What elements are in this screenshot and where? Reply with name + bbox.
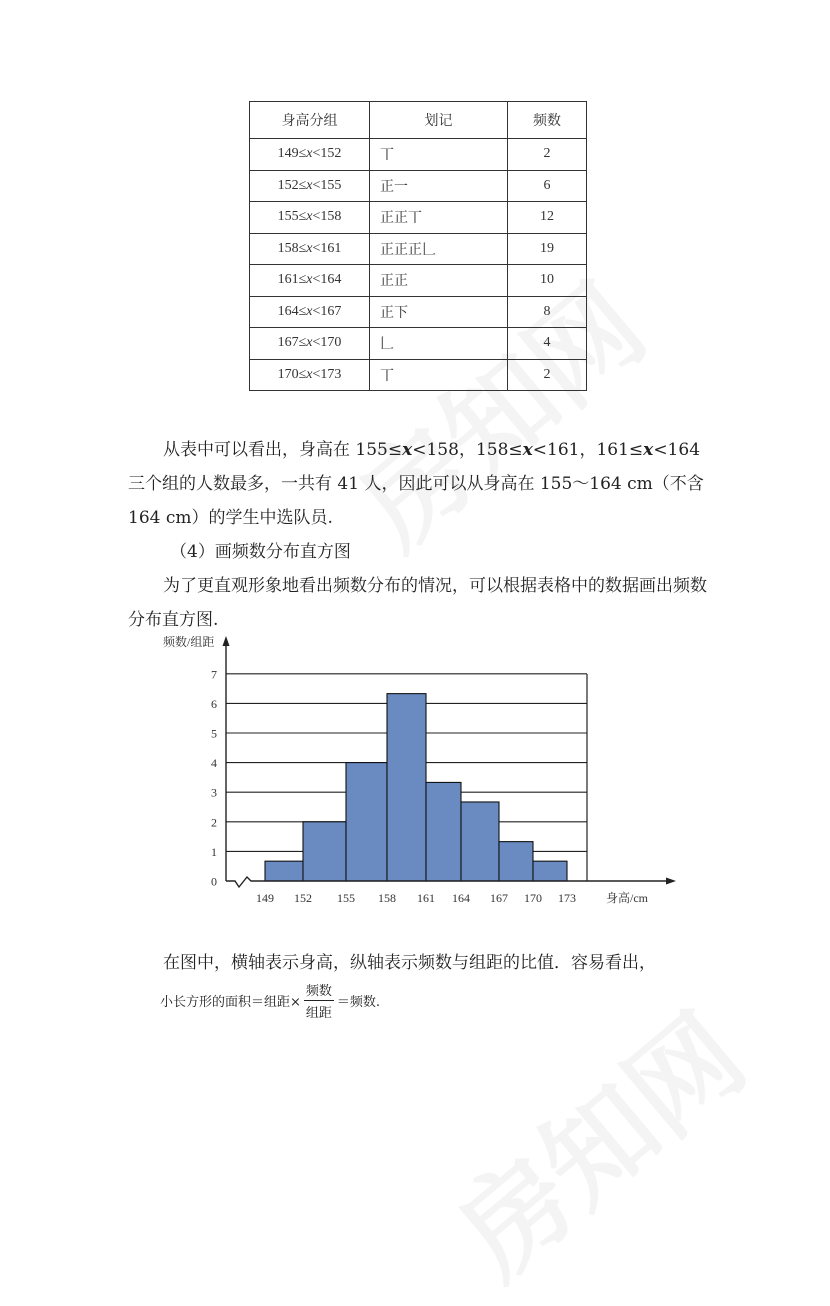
text: 从表中可以看出，身高在 155≤ [163, 440, 403, 460]
header-height-group: 身高分组 [250, 102, 370, 139]
x-tick-label: 173 [558, 891, 576, 905]
frequency-table [249, 101, 587, 391]
var-x: x [643, 440, 654, 460]
fraction-numerator: 频数 [304, 980, 334, 1001]
height-group-cell: 152≤x<155 [250, 170, 370, 202]
y-tick-labels [211, 667, 217, 888]
frequency-cell: 4 [508, 328, 587, 360]
paragraph-intro-line2: 三个组的人数最多，一共有 41 人，因此可以从身高在 155～164 cm（不含 [128, 474, 704, 494]
x-axis-arrow-icon [666, 878, 676, 885]
chart-bars [265, 694, 567, 881]
tally-cell: 正一 [370, 170, 508, 202]
y-tick-label: 6 [211, 696, 217, 711]
x-tick-label: 161 [417, 891, 435, 905]
fraction [304, 980, 334, 1021]
histogram-bar [499, 842, 533, 881]
paragraph-explanation: 在图中，横轴表示身高，纵轴表示频数与组距的比值．容易看出， [163, 953, 656, 973]
x-tick-label: 158 [378, 891, 396, 905]
histogram-bar [303, 822, 346, 881]
y-axis-label: 频数/组距 [163, 635, 215, 649]
frequency-cell: 8 [508, 296, 587, 328]
y-tick-label: 2 [211, 815, 217, 830]
y-tick-label: 0 [211, 874, 217, 889]
frequency-cell: 2 [508, 139, 587, 171]
paragraph-intro-line3: 164 cm）的学生中选队员. [128, 508, 333, 528]
table-row [250, 139, 587, 171]
x-tick-labels [256, 891, 576, 905]
y-tick-label: 3 [211, 785, 217, 800]
formula-right: ＝频数. [336, 995, 381, 1010]
x-tick-label: 164 [452, 891, 470, 905]
frequency-cell: 19 [508, 233, 587, 265]
table-row [250, 202, 587, 234]
x-tick-label: 152 [294, 891, 312, 905]
tally-cell: 正正 [370, 265, 508, 297]
header-frequency: 频数 [508, 102, 587, 139]
height-group-cell: 155≤x<158 [250, 202, 370, 234]
table-row [250, 296, 587, 328]
frequency-cell: 12 [508, 202, 587, 234]
height-group-cell: 161≤x<164 [250, 265, 370, 297]
histogram-bar [265, 861, 303, 881]
header-tally: 划记 [370, 102, 508, 139]
tally-cell: 丅 [370, 359, 508, 391]
table-row [250, 328, 587, 360]
height-group-cell: 164≤x<167 [250, 296, 370, 328]
formula-left: 小长方形的面积＝组距× [160, 995, 301, 1010]
height-group-cell: 158≤x<161 [250, 233, 370, 265]
tally-cell: 𠃊 [370, 328, 508, 360]
x-tick-label: 167 [490, 891, 508, 905]
table-row [250, 265, 587, 297]
y-tick-label: 4 [211, 756, 217, 771]
histogram-bar [387, 694, 426, 881]
x-tick-label: 155 [337, 891, 355, 905]
area-formula [160, 980, 380, 1021]
section-heading: （4）画频数分布直方图 [170, 542, 351, 562]
y-axis-arrow-icon [223, 636, 230, 646]
x-tick-label: 170 [524, 891, 542, 905]
paragraph-histogram-line2: 分布直方图. [128, 610, 219, 630]
text: <164 [653, 440, 701, 460]
tally-cell: 正正丅 [370, 202, 508, 234]
frequency-cell: 6 [508, 170, 587, 202]
histogram-bar [461, 802, 499, 881]
var-x: x [522, 440, 533, 460]
height-group-cell: 170≤x<173 [250, 359, 370, 391]
x-tick-label: 149 [256, 891, 274, 905]
tally-cell: 丅 [370, 139, 508, 171]
y-tick-label: 5 [211, 726, 217, 741]
histogram-bar [533, 861, 567, 881]
table-row [250, 359, 587, 391]
text: <158，158≤ [412, 440, 523, 460]
watermark [418, 972, 772, 1305]
y-tick-label: 1 [211, 844, 217, 859]
frequency-cell: 2 [508, 359, 587, 391]
height-group-cell: 167≤x<170 [250, 328, 370, 360]
text: <161，161≤ [532, 440, 644, 460]
table-row [250, 233, 587, 265]
fraction-denominator: 组距 [305, 1006, 332, 1021]
var-x: x [402, 440, 413, 460]
table-header-row [250, 102, 587, 139]
x-axis-label: 身高/cm [606, 891, 648, 905]
frequency-cell: 10 [508, 265, 587, 297]
histogram-bar [346, 763, 387, 881]
paragraph-histogram-line1: 为了更直观形象地看出频数分布的情况，可以根据表格中的数据画出频数 [163, 576, 707, 596]
tally-cell: 正下 [370, 296, 508, 328]
tally-cell: 正正正𠃊 [370, 233, 508, 265]
height-group-cell: 149≤x<152 [250, 139, 370, 171]
histogram-bar [426, 782, 461, 881]
y-tick-label: 7 [211, 667, 217, 682]
histogram-chart [0, 630, 830, 930]
paragraph-intro [163, 433, 700, 467]
table-row [250, 170, 587, 202]
